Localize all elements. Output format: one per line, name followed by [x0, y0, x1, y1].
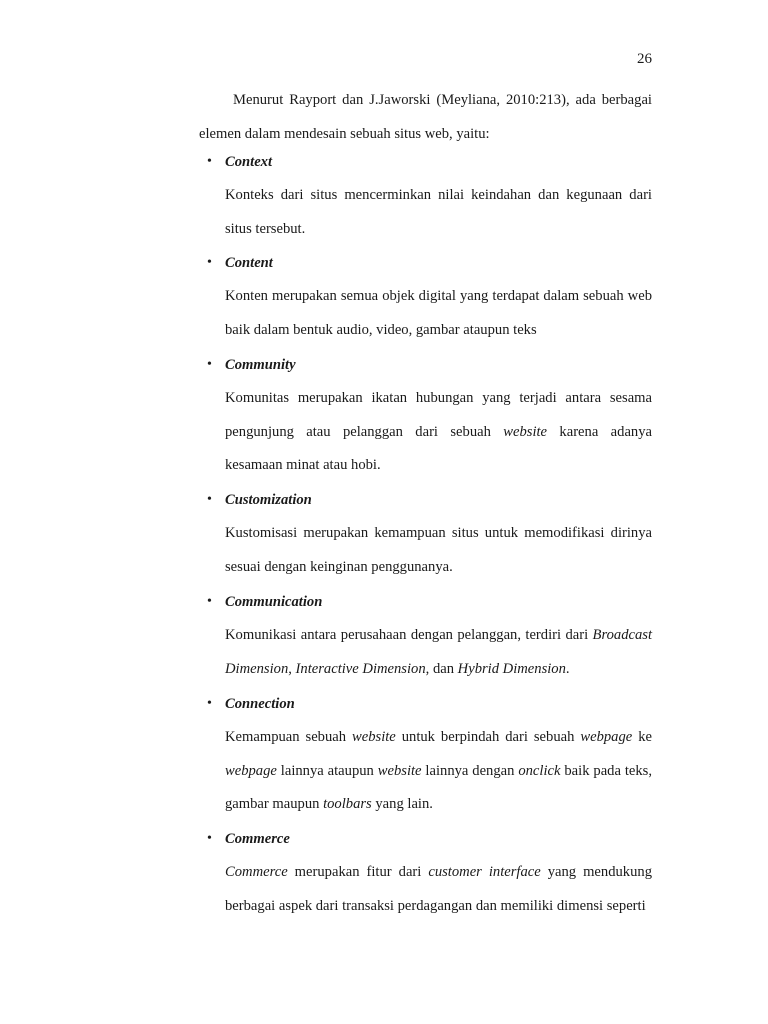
bullet-icon: •: [207, 831, 212, 846]
item-description: [225, 280, 652, 347]
text-segment: merupakan fitur dari: [287, 864, 429, 880]
italic-term: Interactive Dimension: [295, 660, 426, 677]
text-segment: ke: [632, 729, 652, 745]
bullet-icon: •: [207, 696, 212, 711]
italic-term: Hybrid Dimension: [457, 660, 566, 677]
text-segment: yang lain.: [371, 796, 433, 813]
italic-term: website: [352, 729, 396, 745]
italic-term: website: [503, 423, 548, 440]
italic-term: webpage: [225, 762, 277, 779]
item-description: [225, 179, 652, 246]
italic-term: webpage: [580, 729, 633, 745]
text-segment: Kustomisasi merupakan kemampuan situs untuk memodifikasi dirinya sesuai dengan keinginan penggunanya.: [225, 525, 652, 575]
text-segment: , dan: [425, 660, 458, 677]
italic-term: customer interface: [428, 864, 541, 880]
item-heading: Community: [225, 357, 296, 373]
bullet-icon: •: [207, 357, 212, 372]
item-description: [225, 856, 652, 923]
item-description: [225, 382, 652, 483]
italic-term: website: [377, 762, 422, 779]
text-segment: lainnya dengan: [421, 762, 519, 779]
item-description: [225, 517, 652, 584]
item-heading: Commerce: [225, 831, 290, 847]
text-segment: baik pada teks, gambar maupun: [225, 762, 652, 813]
item-heading: Communication: [225, 594, 323, 610]
text-segment: Komunitas merupakan ikatan hubungan yang terjadi antara sesama pengunjung atau pelanggan dari sebuah: [225, 390, 652, 440]
text-segment: Komunikasi antara perusahaan dengan pelanggan, terdiri dari: [225, 627, 593, 643]
text-segment: ,: [288, 660, 296, 677]
item-description: [225, 721, 652, 822]
italic-term: Commerce: [225, 864, 288, 880]
text-segment: Konteks dari situs mencerminkan nilai keindahan dan kegunaan dari situs tersebut.: [225, 187, 652, 237]
bullet-icon: •: [207, 492, 212, 507]
text-segment: karena adanya kesamaan minat atau hobi.: [225, 423, 652, 474]
text-segment: untuk berpindah dari sebuah: [395, 729, 581, 745]
text-segment: .: [565, 660, 570, 677]
item-heading: Connection: [225, 696, 295, 712]
bullet-icon: •: [207, 154, 212, 169]
page-number: 26: [637, 51, 652, 67]
italic-term: onclick: [518, 762, 561, 779]
item-heading: Context: [225, 154, 273, 170]
text-segment: Konten merupakan semua objek digital yang terdapat dalam sebuah web baik dalam bentuk audio, video, gambar ataupun teks: [225, 288, 652, 338]
text-segment: Kemampuan sebuah: [225, 729, 352, 745]
italic-term: Broadcast Dimension: [225, 627, 652, 677]
item-heading: Customization: [225, 492, 312, 508]
item-description: [225, 619, 652, 686]
bullet-icon: •: [207, 255, 212, 270]
bullet-icon: •: [207, 594, 212, 609]
item-heading: Content: [225, 255, 273, 271]
intro-paragraph: Menurut Rayport dan J.Jaworski (Meyliana, 2010:213), ada berbagai elemen dalam mendesain sebuah situs web, yaitu:: [199, 92, 652, 142]
italic-term: toolbars: [323, 796, 372, 813]
text-segment: yang mendukung berbagai aspek dari transaksi perdagangan dan memiliki dimensi seperti: [225, 864, 652, 914]
text-segment: lainnya ataupun: [276, 762, 378, 779]
